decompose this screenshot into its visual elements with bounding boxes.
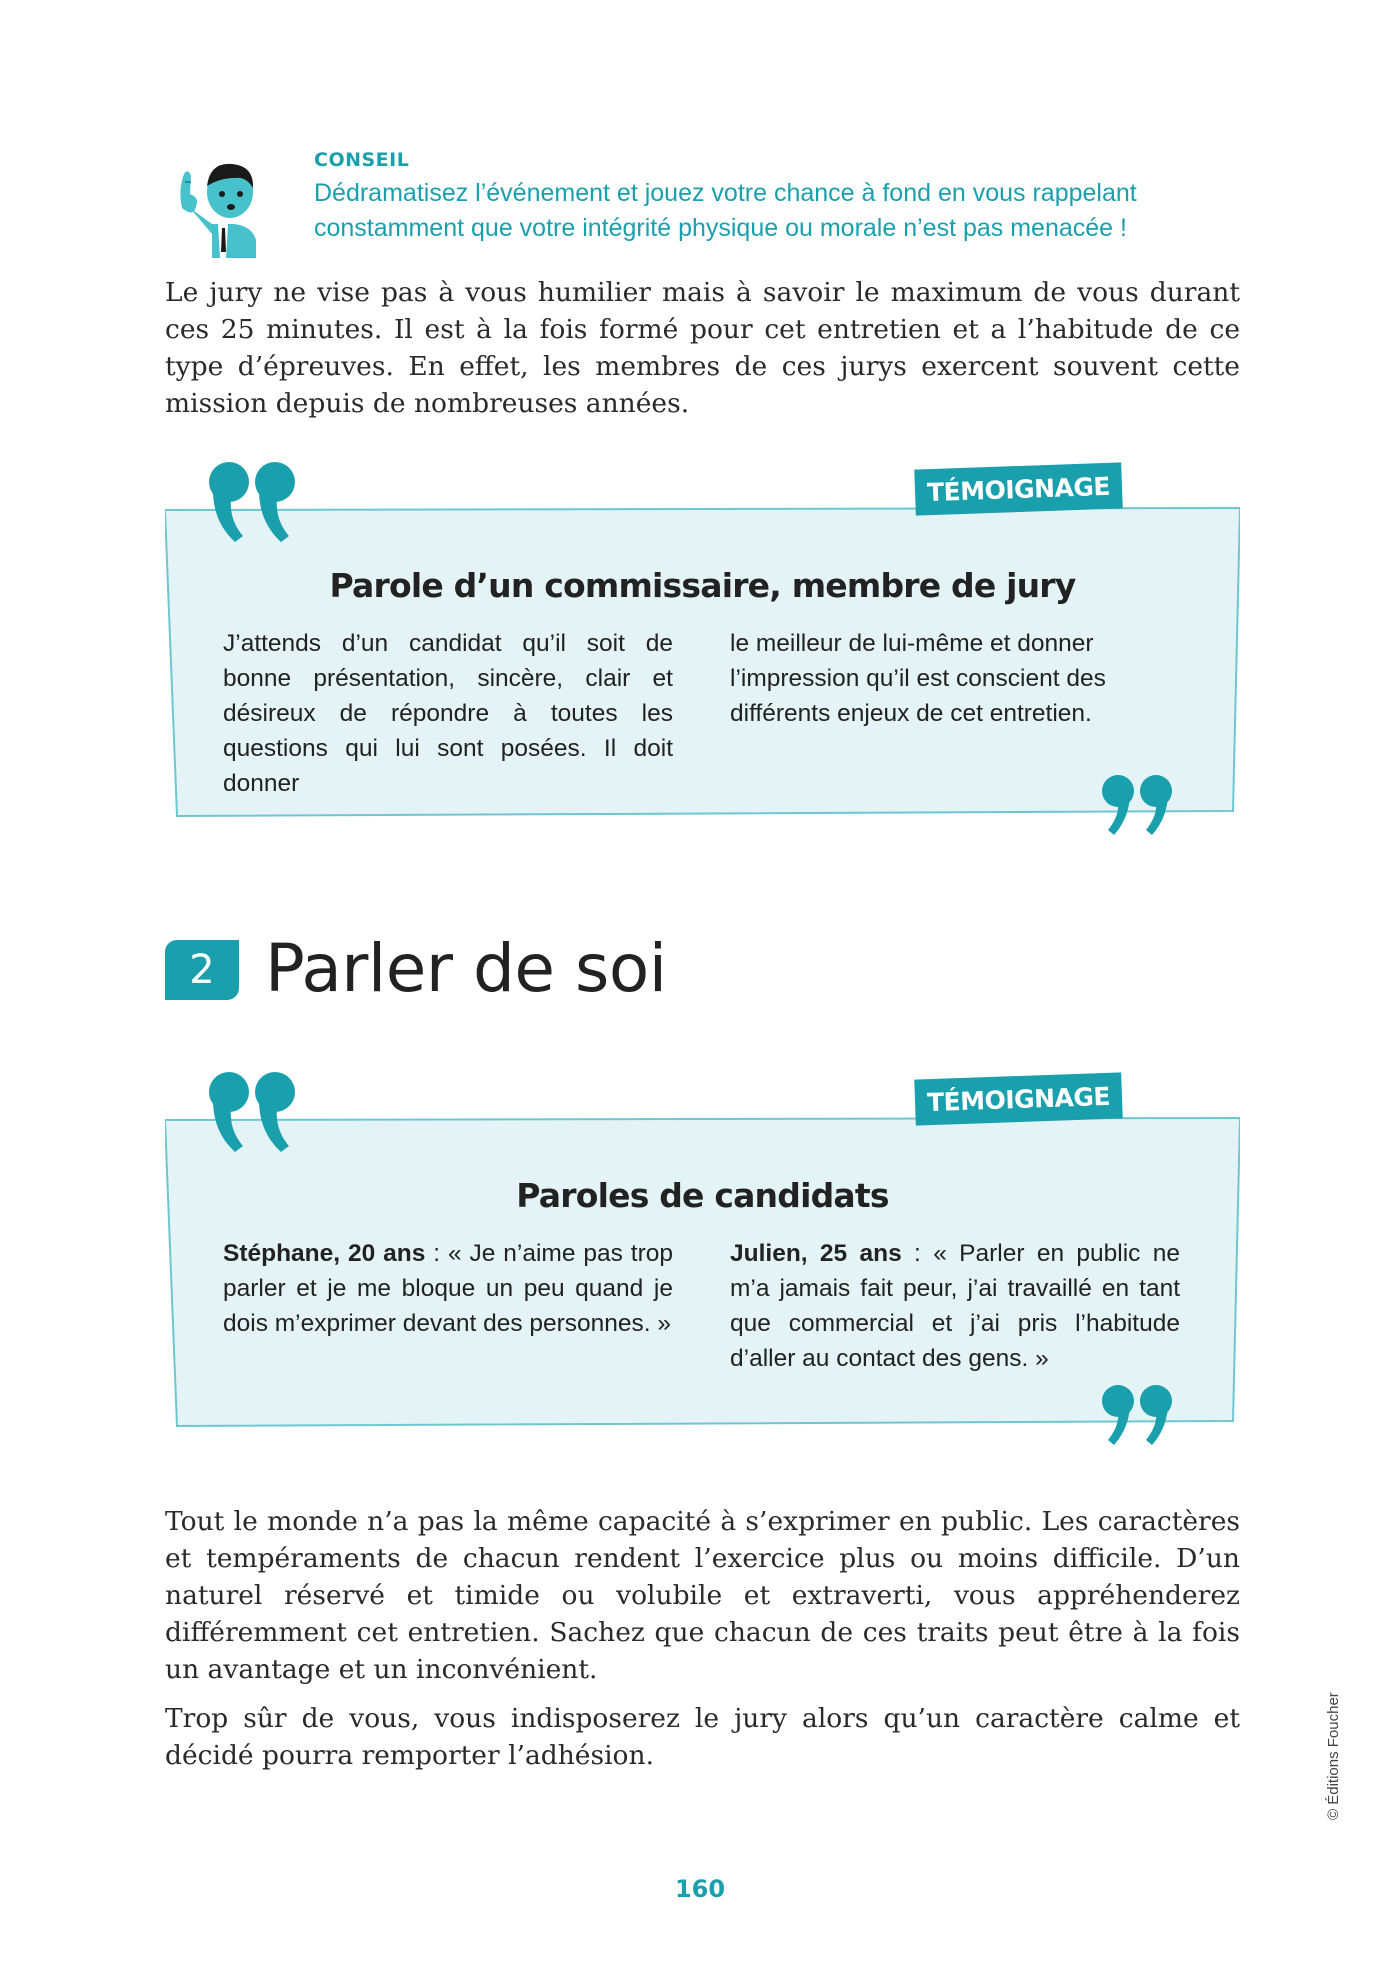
testimony-box xyxy=(165,1068,1240,1458)
conseil-label: CONSEIL xyxy=(314,149,410,171)
testimony-box xyxy=(165,458,1240,848)
testimony-text-left: J’attends d’un candidat qu’il soit de bonne présentation, sincère, clair et désireux de répondre à toutes les questions qui lui sont posées. Il doit donner xyxy=(223,630,673,797)
testimony-text-right xyxy=(730,1236,1180,1376)
testimony-badge: TÉMOIGNAGE xyxy=(914,462,1122,515)
body-paragraph: Tout le monde n’a pas la même capacité à s’exprimer en public. Les caractères et tempéraments de chacun rendent l’exercice plus ou moins difficile. D’un naturel réservé et timide ou volubile et extraverti, vous appréhenderez différemment cet entretien. Sachez que chacun de ces traits peut être à la fois un avantage et un inconvénient. xyxy=(165,1506,1240,1685)
copyright-notice: © Éditions Foucher xyxy=(1325,1692,1342,1820)
speaker-name: Julien, 25 ans xyxy=(730,1240,902,1267)
testimony-text-right: le meilleur de lui-même et donner l’impression qu’il est conscient des différents enjeux de cet entretien. xyxy=(730,630,1106,727)
page-number: 160 xyxy=(674,1875,726,1903)
opening-quote-icon xyxy=(205,458,305,548)
body-paragraph: Trop sûr de vous, vous indisposerez le jury alors qu’un caractère calme et décidé pourra remporter l’adhésion. xyxy=(165,1703,1240,1771)
testimony-title: Paroles de candidats xyxy=(516,1176,889,1215)
advisor-figure-icon xyxy=(160,148,270,258)
section-number: 2 xyxy=(165,940,239,1000)
testimony-text-left xyxy=(223,1236,673,1341)
speaker-quote: : « Je n’aime pas trop parler et je me bloque un peu quand je dois m’exprimer devant des personnes. » xyxy=(223,1240,673,1337)
opening-quote-icon xyxy=(205,1068,305,1158)
speaker-name: Stéphane, 20 ans xyxy=(223,1240,426,1267)
closing-quote-icon xyxy=(1100,773,1180,843)
conseil-text: Dédramatisez l’événement et jouez votre chance à fond en vous rappelant constamment que votre intégrité physique ou morale n’est pas menacée ! xyxy=(314,179,1137,242)
testimony-title: Parole d’un commissaire, membre de jury xyxy=(329,566,1076,605)
section-title: Parler de soi xyxy=(265,930,667,1007)
testimony-badge: TÉMOIGNAGE xyxy=(914,1072,1122,1125)
body-paragraph: Le jury ne vise pas à vous humilier mais à savoir le maximum de vous durant ces 25 minutes. Il est à la fois formé pour cet entretien et a l’habitude de ce type d’épreuves. En effet, les membres de ces jurys exercent souvent cette mission depuis de nombreuses années. xyxy=(165,277,1240,419)
closing-quote-icon xyxy=(1100,1383,1180,1453)
speaker-quote: : « Parler en public ne m’a jamais fait peur, j’ai travaillé en tant que commercial et j’ai pris l’habitude d’aller au contact des gens. » xyxy=(730,1240,1180,1372)
